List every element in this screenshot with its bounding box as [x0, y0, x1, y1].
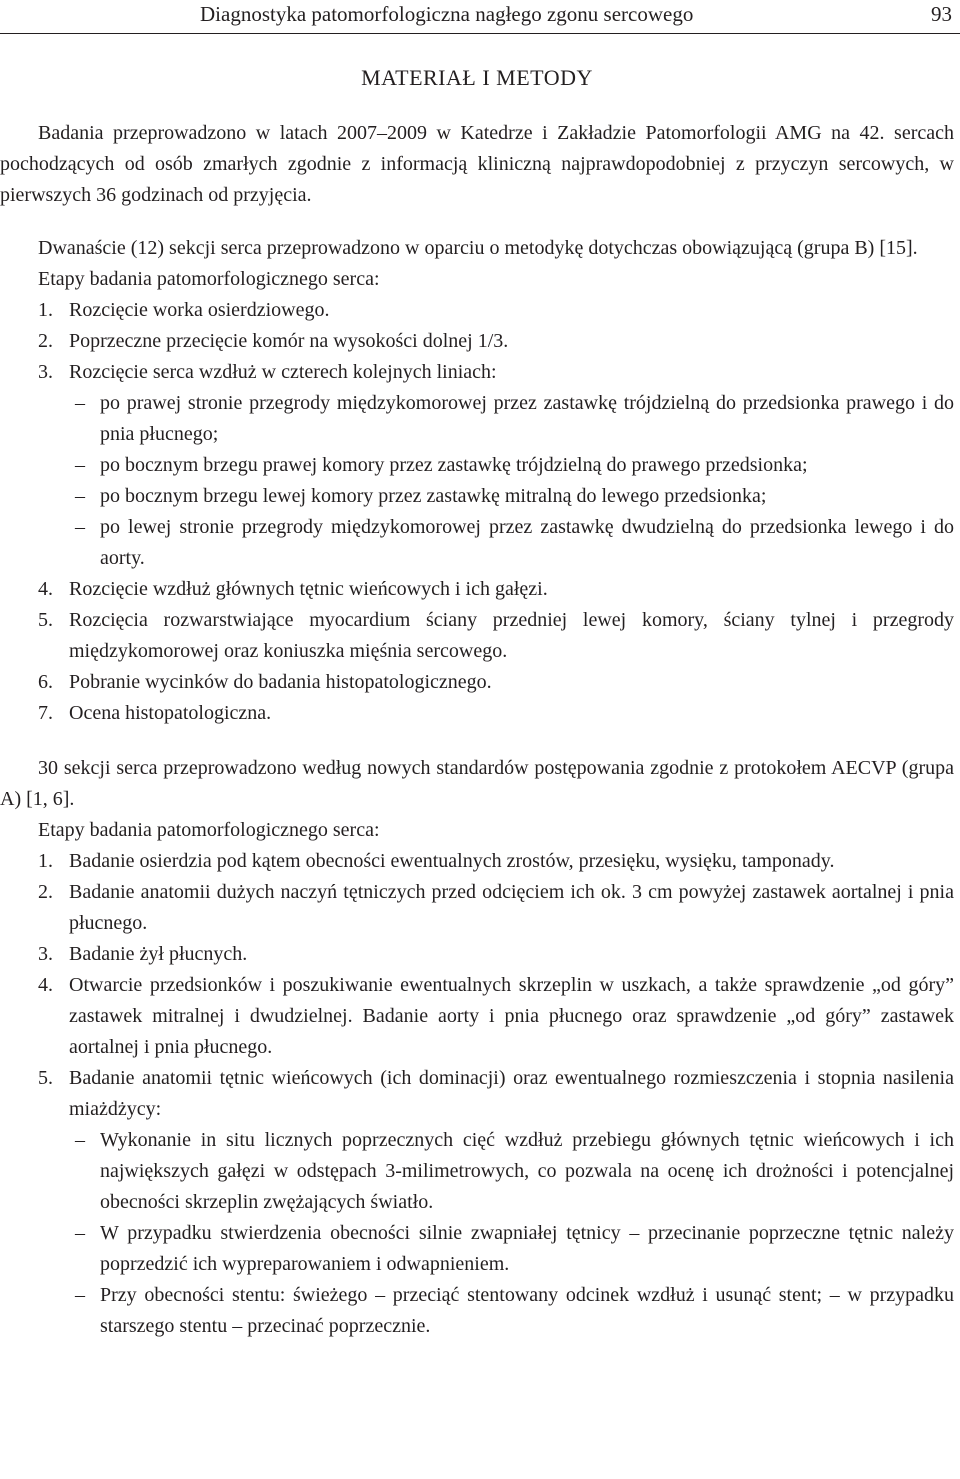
page-number: 93	[931, 2, 952, 26]
group-a-step-3	[0, 939, 954, 970]
paragraph-spacer	[0, 729, 954, 753]
step-text: Rozcięcie worka osierdziowego.	[69, 299, 330, 321]
step-3-cut-lines	[0, 388, 954, 574]
group-a-step-2	[0, 877, 954, 939]
step-text: Otwarcie przedsionków i poszukiwanie ewentualnych skrzeplin w uszkach, a także sprawdzenie „od góry” zastawek mitralnej i dwudzielnej. Badanie aorty i pnia płucnego oraz sprawdzenie „od góry” zastawek aortalnej i pnia płucnego.	[69, 974, 954, 1058]
cut-line-item	[0, 388, 954, 450]
dash-bullet: –	[75, 454, 85, 476]
group-b-step-7	[0, 698, 954, 729]
step-number: 7.	[38, 702, 53, 724]
step-text: Pobranie wycinków do badania histopatologicznego.	[69, 671, 492, 693]
step-number: 5.	[38, 609, 53, 631]
dash-bullet: –	[75, 485, 85, 507]
cut-line-text: po prawej stronie przegrody międzykomorowej przez zastawkę trójdzielną do przedsionka prawego i do pnia płucnego;	[100, 392, 954, 445]
dash-bullet: –	[75, 392, 85, 414]
group-b-step-6	[0, 667, 954, 698]
group-b-paragraph: Dwanaście (12) sekcji serca przeprowadzono w oparciu o metodykę dotychczas obowiązującą (grupa B) [15].	[38, 237, 918, 259]
coronary-procedure-item	[0, 1280, 954, 1342]
step-number: 4.	[38, 974, 53, 996]
group-a-steps	[0, 846, 954, 1342]
step-text: Rozcięcia rozwarstwiające myocardium ściany przedniej lewej komory, ściany tylnej i przegrody międzykomorowej oraz koniuszka mięśnia sercowego.	[69, 609, 954, 662]
cut-line-text: po bocznym brzegu prawej komory przez zastawkę trójdzielną do prawego przedsionka;	[100, 454, 808, 476]
header-rule	[0, 33, 960, 34]
step-text: Rozcięcie wzdłuż głównych tętnic wieńcowych i ich gałęzi.	[69, 578, 548, 600]
step-number: 3.	[38, 361, 53, 383]
group-b-step-4	[0, 574, 954, 605]
section-title: MATERIAŁ I METODY	[361, 65, 593, 90]
group-a-step-4	[0, 970, 954, 1063]
step-number: 6.	[38, 671, 53, 693]
dash-bullet: –	[75, 1222, 85, 1244]
cut-line-item	[0, 512, 954, 574]
step-text: Rozcięcie serca wzdłuż w czterech kolejnych liniach:	[69, 361, 497, 383]
step-number: 1.	[38, 850, 53, 872]
step-number: 4.	[38, 578, 53, 600]
group-b-steps-title: Etapy badania patomorfologicznego serca:	[38, 268, 380, 290]
step-text: Badanie osierdzia pod kątem obecności ewentualnych zrostów, przesięku, wysięku, tamponady.	[69, 850, 835, 872]
step-number: 2.	[38, 881, 53, 903]
group-b-step-2	[0, 326, 954, 357]
running-head	[0, 0, 960, 34]
step-number: 1.	[38, 299, 53, 321]
group-a-step-1	[0, 846, 954, 877]
group-b-step-5	[0, 605, 954, 667]
step-text: Badanie żył płucnych.	[69, 943, 248, 965]
cut-line-text: po bocznym brzegu lewej komory przez zastawkę mitralną do lewego przedsionka;	[100, 485, 767, 507]
coronary-procedure-item	[0, 1218, 954, 1280]
step-text: Badanie anatomii dużych naczyń tętniczych przed odcięciem ich ok. 3 cm powyżej zastawek aortalnej i pnia płucnego.	[69, 881, 954, 934]
group-b-step-3	[0, 357, 954, 574]
step-text: Ocena histopatologiczna.	[69, 702, 272, 724]
step-number: 2.	[38, 330, 53, 352]
coronary-procedure-text: W przypadku stwierdzenia obecności silnie zwapniałej tętnicy – przecinanie poprzeczne tętnic należy poprzedzić ich wypreparowaniem i odwapnieniem.	[100, 1222, 954, 1275]
step-text: Poprzeczne przecięcie komór na wysokości dolnej 1/3.	[69, 330, 509, 352]
cut-line-item	[0, 481, 954, 512]
coronary-procedure-text: Przy obecności stentu: świeżego – przeciąć stentowany odcinek wzdłuż i usunąć stent; – w przypadku starszego stentu – przecinać poprzecznie.	[100, 1284, 954, 1337]
step-number: 3.	[38, 943, 53, 965]
coronary-procedure-text: Wykonanie in situ licznych poprzecznych cięć wzdłuż przebiegu głównych tętnic wieńcowych i ich największych gałęzi w odstępach 3-milimetrowych, co pozwala na ocenę ich drożności i potencjalnej obecności skrzeplin zwężających światło.	[100, 1129, 954, 1213]
cut-line-item	[0, 450, 954, 481]
group-b-step-1	[0, 295, 954, 326]
cut-line-text: po lewej stronie przegrody międzykomorowej przez zastawkę dwudzielną do przedsionka lewego i do aorty.	[100, 516, 954, 569]
intro-paragraph: Badania przeprowadzono w latach 2007–2009 w Katedrze i Zakładzie Patomorfologii AMG na 42. sercach pochodzących od osób zmarłych zgodnie z informacją kliniczną najprawdopodobniej z przyczyn sercowych, w pierwszych 36 godzinach od przyjęcia.	[0, 122, 954, 206]
dash-bullet: –	[75, 516, 85, 538]
dash-bullet: –	[75, 1129, 85, 1151]
coronary-procedure-item	[0, 1125, 954, 1218]
group-a-step-5	[0, 1063, 954, 1342]
step-number: 5.	[38, 1067, 53, 1089]
group-a-paragraph: 30 sekcji serca przeprowadzono według nowych standardów postępowania zgodnie z protokołem AECVP (grupa A) [1, 6].	[0, 757, 954, 810]
running-title: Diagnostyka patomorfologiczna nagłego zgonu sercowego	[200, 2, 694, 26]
step-5-coronary-procedures	[0, 1125, 954, 1342]
step-text: Badanie anatomii tętnic wieńcowych (ich dominacji) oraz ewentualnego rozmieszczenia i stopnia nasilenia miażdżycy:	[69, 1067, 954, 1120]
dash-bullet: –	[75, 1284, 85, 1306]
group-a-steps-title: Etapy badania patomorfologicznego serca:	[38, 819, 380, 841]
group-b-steps	[0, 295, 954, 729]
article-body	[0, 62, 954, 1342]
